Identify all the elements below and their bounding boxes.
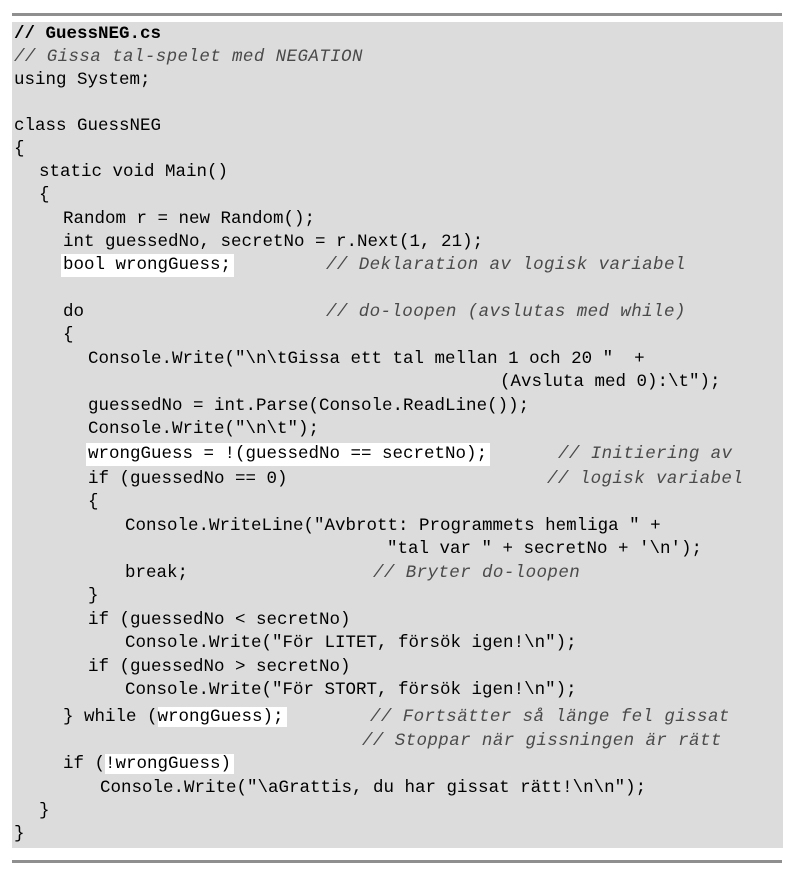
- code-line-write-newline: Console.Write("\n\t");: [88, 419, 320, 439]
- code-line-random: Random r = new Random();: [63, 209, 316, 229]
- while-prefix: } while (: [63, 707, 158, 727]
- code-line-write-prompt: Console.Write("\n\tGissa ett tal mellan 1 och 20 " +: [88, 349, 645, 369]
- code-line-filename: // GuessNEG.cs: [14, 24, 162, 44]
- code-line-bool-decl-highlight: bool wrongGuess;: [61, 254, 234, 277]
- code-comment-init: // Initiering av: [558, 444, 733, 464]
- code-comment-while-2: // Stoppar när gissningen är rätt: [362, 731, 722, 751]
- code-line-class-decl: class GuessNEG: [14, 116, 162, 136]
- code-line-if-zero-close: }: [88, 586, 99, 606]
- code-line-if-zero-open: {: [88, 492, 99, 512]
- code-line-break: break;: [125, 563, 189, 583]
- code-line-if-greater: if (guessedNo > secretNo): [88, 657, 351, 677]
- code-comment-logic-var: // logisk variabel: [547, 469, 744, 489]
- code-line-do-open: {: [63, 325, 74, 345]
- code-comment-while-1: // Fortsätter så länge fel gissat: [370, 707, 730, 727]
- code-line-while: [63, 706, 287, 729]
- code-line-if-less: if (guessedNo < secretNo): [88, 610, 351, 630]
- code-line-write-less: Console.Write("För LITET, försök igen!\n");: [125, 633, 577, 653]
- code-line-write-congrats: Console.Write("\aGrattis, du har gissat rätt!\n\n");: [100, 778, 647, 798]
- code-line-main-decl: static void Main(): [39, 162, 229, 182]
- code-line-int-decl: int guessedNo, secretNo = r.Next(1, 21);: [63, 232, 484, 252]
- code-line-if-not: [63, 753, 234, 776]
- bottom-rule: [12, 860, 782, 863]
- code-line-write-prompt-cont: (Avsluta med 0):\t");: [500, 372, 721, 392]
- code-line-main-open: {: [39, 185, 50, 205]
- code-line-do: do: [63, 302, 85, 322]
- code-line-class-open: {: [14, 139, 25, 159]
- if-not-var-highlight: !wrongGuess): [105, 754, 234, 774]
- code-comment-bool-decl: // Deklaration av logisk variabel: [326, 255, 686, 275]
- code-line-class-close: }: [14, 824, 25, 844]
- code-line-writeline-abort: Console.WriteLine("Avbrott: Programmets hemliga " +: [125, 516, 661, 536]
- code-line-parse: guessedNo = int.Parse(Console.ReadLine());: [88, 396, 530, 416]
- while-var-highlight: wrongGuess);: [158, 707, 287, 727]
- code-line-write-greater: Console.Write("För STORT, försök igen!\n");: [125, 680, 577, 700]
- code-line-if-zero: if (guessedNo == 0): [88, 469, 288, 489]
- code-line-using: using System;: [14, 70, 151, 90]
- code-comment-break: // Bryter do-loopen: [373, 563, 581, 583]
- code-comment-do: // do-loopen (avslutas med while): [326, 302, 686, 322]
- code-line-writeline-abort-cont: "tal var " + secretNo + '\n');: [387, 539, 703, 559]
- code-listing: [12, 22, 783, 848]
- top-rule: [12, 13, 782, 16]
- code-line-main-close: }: [39, 801, 50, 821]
- if-not-prefix: if (: [63, 754, 106, 774]
- code-line-subtitle-comment: // Gissa tal-spelet med NEGATION: [14, 47, 363, 67]
- code-line-assign-highlight: wrongGuess = !(guessedNo == secretNo);: [86, 443, 490, 466]
